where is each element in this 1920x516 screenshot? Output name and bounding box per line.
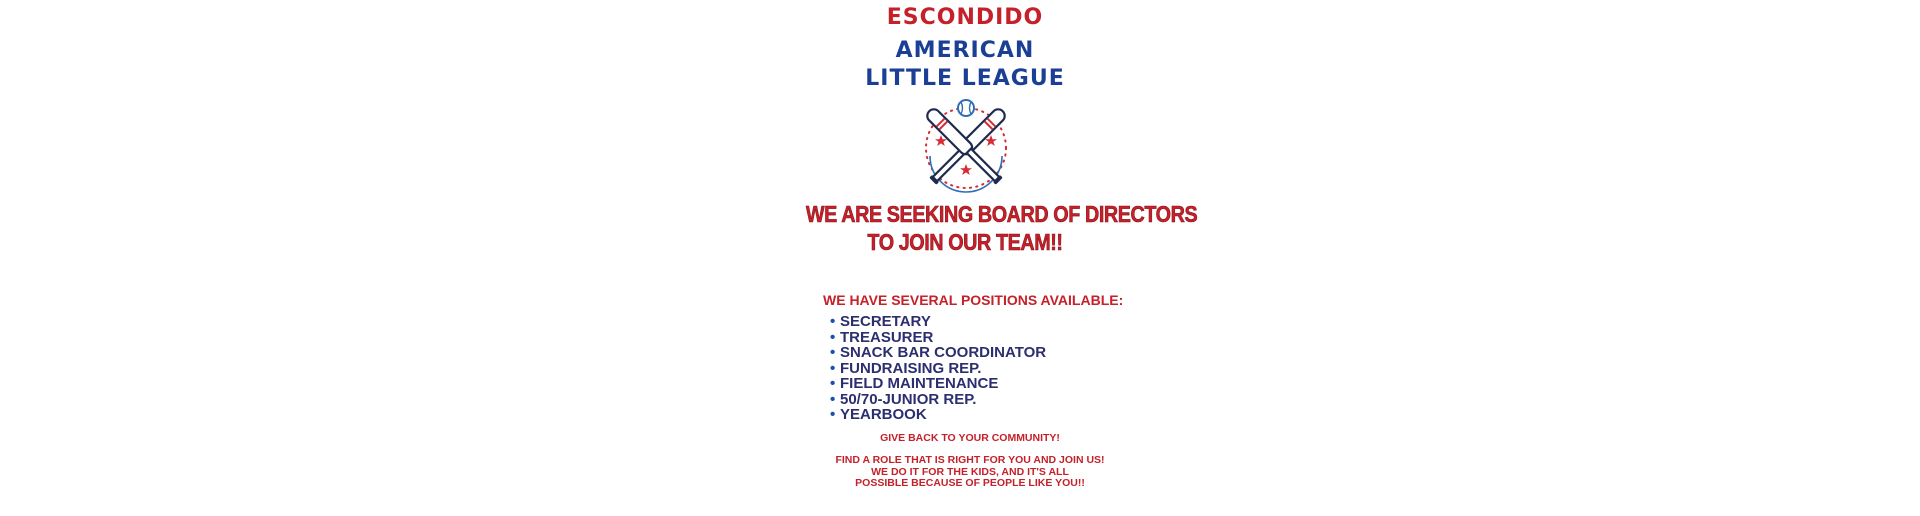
list-item — [830, 407, 1046, 423]
bullet-icon: • — [830, 313, 836, 330]
footer-community — [790, 433, 1150, 445]
positions-title: WE HAVE SEVERAL POSITIONS AVAILABLE: — [823, 292, 1124, 308]
position-label: TREASURER — [840, 328, 934, 346]
league-logo — [910, 98, 1022, 194]
headline — [805, 200, 1198, 256]
headline-line-2: TO JOIN OUR TEAM!! — [867, 229, 1063, 255]
footer-line-3: WE DO IT FOR THE KIDS, AND IT'S ALL — [871, 465, 1069, 478]
list-item — [830, 376, 1046, 392]
league-title — [840, 37, 1090, 93]
position-label: 50/70-JUNIOR REP. — [840, 390, 977, 408]
footer-line-1: GIVE BACK TO YOUR COMMUNITY! — [880, 432, 1060, 444]
position-label: SECRETARY — [840, 313, 931, 330]
bullet-icon: • — [830, 359, 836, 377]
headline-line-1: WE ARE SEEKING BOARD OF DIRECTORS — [805, 201, 1198, 227]
bullet-icon: • — [830, 390, 836, 408]
league-title-line-2: LITTLE LEAGUE — [865, 66, 1065, 91]
footer-line-2: FIND A ROLE THAT IS RIGHT FOR YOU AND JOIN US! — [835, 454, 1105, 466]
list-item — [830, 330, 1046, 346]
positions-list — [830, 314, 1046, 423]
position-label: FUNDRAISING REP. — [840, 359, 982, 377]
city-title: ESCONDIDO — [886, 5, 1044, 30]
baseball-bats-icon — [925, 100, 1008, 192]
bullet-icon: • — [830, 328, 836, 346]
bullet-icon: • — [830, 406, 836, 423]
position-label: FIELD MAINTENANCE — [840, 375, 999, 392]
bullet-icon: • — [830, 375, 836, 392]
league-title-line-1: AMERICAN — [895, 38, 1035, 63]
footer-line-4: POSSIBLE BECAUSE OF PEOPLE LIKE YOU!! — [855, 477, 1085, 489]
list-item — [830, 392, 1046, 408]
position-label: SNACK BAR COORDINATOR — [840, 344, 1047, 361]
list-item — [830, 361, 1046, 377]
bullet-icon: • — [830, 344, 836, 361]
footer-call-to-action — [790, 455, 1150, 490]
list-item — [830, 345, 1046, 361]
position-label: YEARBOOK — [840, 406, 927, 423]
list-item — [830, 314, 1046, 330]
